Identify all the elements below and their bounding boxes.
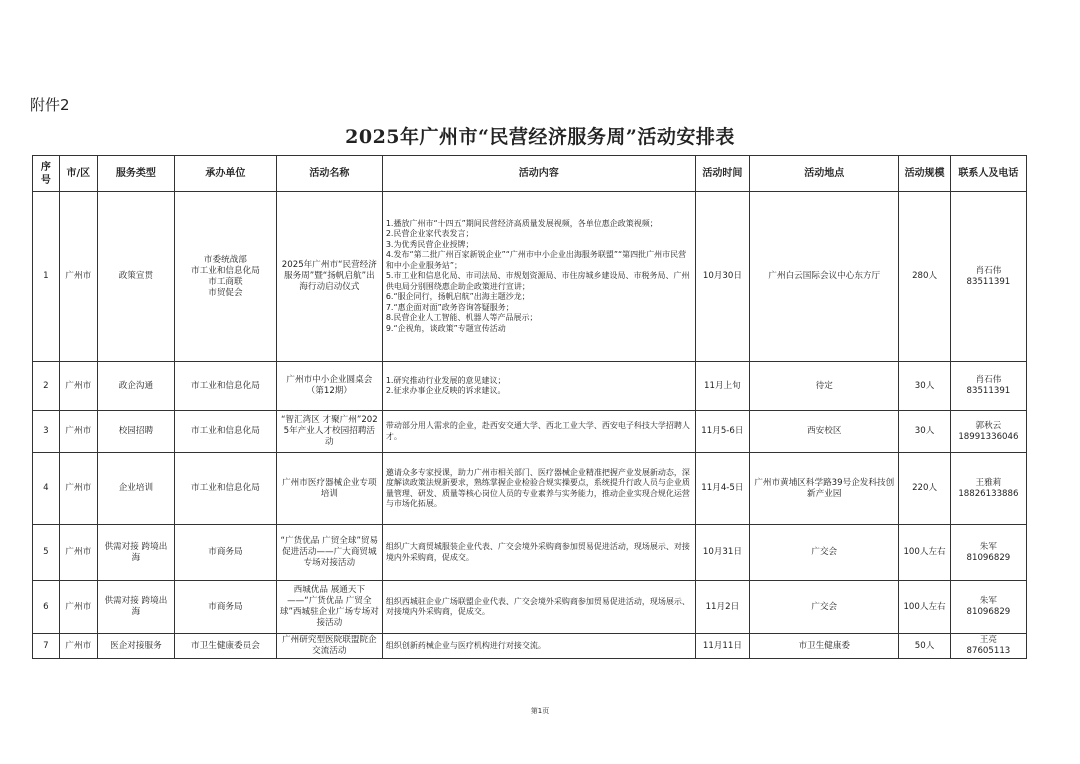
cell-district: 广州市 <box>59 453 97 525</box>
contact-line: 朱军 <box>979 541 997 552</box>
cell-no: 4 <box>33 453 60 525</box>
table-row <box>33 581 1027 634</box>
contact-line: 肖石伟 <box>975 265 1002 276</box>
cell-content <box>382 192 695 362</box>
content-line: 8.民营企业人工智能、机器人等产品展示； <box>385 313 538 323</box>
table-header-row <box>33 156 1027 192</box>
contact-line: 18991336046 <box>958 431 1019 442</box>
cell-activity-name: 西城优品 展通天下——“广货优品 广贸全球”西城驻企业广场专场对接活动 <box>276 581 382 634</box>
table-row <box>33 192 1027 362</box>
table-row <box>33 362 1027 411</box>
cell-scale: 30人 <box>899 411 950 453</box>
content-line: 4.发布“第二批广州百家新锐企业”“广州市中小企业出海服务联盟”“第四批广州市民营和中小企业服务站”； <box>385 250 687 270</box>
header-venue: 活动地点 <box>750 156 899 192</box>
cell-district: 广州市 <box>59 192 97 362</box>
cell-activity-name: 2025年广州市“民营经济服务周”暨“扬帆启航”出海行动启动仪式 <box>276 192 382 362</box>
contact-line: 83511391 <box>966 276 1011 287</box>
content-line: 1.播放广州市“十四五”期间民营经济高质量发展视频，各单位惠企政策视频； <box>385 218 658 228</box>
cell-contact <box>950 362 1026 411</box>
cell-service-type: 政策宣贯 <box>97 192 174 362</box>
cell-scale: 100人左右 <box>899 581 950 634</box>
content-line: 邀请众多专家授课，助力广州市相关部门、医疗器械企业精准把握产业发展新动态，深度解读政策法规新要求，熟练掌握企业检验合规实操要点，系统提升行政人员与企业质量管理、研发、质量等核心岗位人员的专业素养与实务能力，推动企业实现合规化运营与市场化拓展。 <box>385 467 690 508</box>
cell-venue: 广交会 <box>750 581 899 634</box>
cell-no: 5 <box>33 525 60 581</box>
cell-venue: 广交会 <box>750 525 899 581</box>
cell-no: 2 <box>33 362 60 411</box>
cell-venue: 西安校区 <box>750 411 899 453</box>
cell-content <box>382 453 695 525</box>
cell-scale: 50人 <box>899 634 950 659</box>
organizer-line: 市商务局 <box>208 601 243 612</box>
content-line: 带动部分用人需求的企业，赴西安交通大学、西北工业大学、西安电子科技大学招聘人才。 <box>385 421 690 441</box>
cell-contact <box>950 634 1026 659</box>
header-content: 活动内容 <box>382 156 695 192</box>
cell-service-type: 政企沟通 <box>97 362 174 411</box>
cell-organizer <box>174 411 276 453</box>
cell-organizer <box>174 525 276 581</box>
cell-scale: 280人 <box>899 192 950 362</box>
contact-line: 王雅莉 <box>975 477 1002 488</box>
content-line: 组织创新药械企业与医疗机构进行对接交流。 <box>385 640 546 650</box>
cell-venue: 待定 <box>750 362 899 411</box>
table-row <box>33 453 1027 525</box>
cell-scale: 30人 <box>899 362 950 411</box>
content-line: 5.市工业和信息化局、市司法局、市规划资源局、市住房城乡建设局、市税务局、广州供电局分别围绕惠企助企政策进行宣讲； <box>385 271 690 291</box>
cell-time: 11月5-6日 <box>695 411 750 453</box>
contact-line: 肖石伟 <box>975 375 1002 385</box>
cell-venue: 市卫生健康委 <box>750 634 899 659</box>
page-title: 2025年广州市“民营经济服务周”活动安排表 <box>345 126 735 148</box>
cell-scale: 220人 <box>899 453 950 525</box>
cell-contact <box>950 192 1026 362</box>
content-line: 组织西城驻企业广场联盟企业代表、广交会境外采购商参加贸易促进活动，现场展示、对接境内外采购商，促成交。 <box>385 596 690 616</box>
cell-contact <box>950 581 1026 634</box>
cell-district: 广州市 <box>59 634 97 659</box>
cell-district: 广州市 <box>59 362 97 411</box>
organizer-line: 市贸促会 <box>208 287 243 298</box>
contact-line: 81096829 <box>966 552 1011 563</box>
cell-no: 3 <box>33 411 60 453</box>
cell-service-type: 供需对接 跨境出海 <box>97 525 174 581</box>
header-service-type: 服务类型 <box>97 156 174 192</box>
cell-no: 6 <box>33 581 60 634</box>
table-row <box>33 634 1027 659</box>
cell-organizer <box>174 634 276 659</box>
cell-no: 1 <box>33 192 60 362</box>
organizer-line: 市工业和信息化局 <box>191 265 260 276</box>
header-activity-name: 活动名称 <box>276 156 382 192</box>
organizer-line: 市工业和信息化局 <box>191 426 260 436</box>
table-row <box>33 525 1027 581</box>
cell-time: 10月30日 <box>695 192 750 362</box>
content-line: 1.研究推动行业发展的意见建议； <box>385 375 506 385</box>
cell-time: 10月31日 <box>695 525 750 581</box>
cell-service-type: 医企对接服务 <box>97 634 174 659</box>
cell-content <box>382 411 695 453</box>
cell-organizer <box>174 192 276 362</box>
organizer-line: 市工业和信息化局 <box>191 483 260 493</box>
table-row <box>33 411 1027 453</box>
organizer-line: 市委统战部 <box>203 254 247 265</box>
cell-contact <box>950 525 1026 581</box>
content-line: 组织广大商贸城服装企业代表、广交会境外采购商参加贸易促进活动，现场展示、对接境内外采购商，促成交。 <box>385 542 690 562</box>
table-body <box>33 192 1027 659</box>
cell-time: 11月上旬 <box>695 362 750 411</box>
cell-activity-name: “智汇湾区 才聚广州”2025年产业人才校园招聘活动 <box>276 411 382 453</box>
header-organizer: 承办单位 <box>174 156 276 192</box>
cell-no: 7 <box>33 634 60 659</box>
cell-service-type: 企业培训 <box>97 453 174 525</box>
cell-content <box>382 525 695 581</box>
cell-service-type: 供需对接 跨境出海 <box>97 581 174 634</box>
header-scale: 活动规模 <box>899 156 950 192</box>
cell-scale: 100人左右 <box>899 525 950 581</box>
organizer-line: 市工业和信息化局 <box>191 380 260 391</box>
organizer-line: 市工商联 <box>208 276 243 287</box>
cell-district: 广州市 <box>59 525 97 581</box>
content-line: 9.“企视角，谈政策”专题宣传活动 <box>385 323 506 333</box>
cell-organizer <box>174 362 276 411</box>
contact-line: 87605113 <box>966 646 1011 656</box>
contact-line: 83511391 <box>966 386 1011 396</box>
content-line: 6.“服企同行，扬帆启航”出海主题沙龙； <box>385 292 530 302</box>
content-line: 7.“惠企面对面”政务咨询答疑服务； <box>385 302 514 312</box>
contact-line: 郭秋云 <box>975 420 1002 431</box>
cell-activity-name: “广货优品 广贸全球”贸易促进活动——广大商贸城专场对接活动 <box>276 525 382 581</box>
cell-venue: 广州市黄埔区科学路39号企发科技创新产业园 <box>750 453 899 525</box>
cell-district: 广州市 <box>59 581 97 634</box>
contact-line: 81096829 <box>966 607 1011 617</box>
contact-line: 朱军 <box>979 596 997 606</box>
cell-activity-name: 广州市中小企业圆桌会（第12期） <box>276 362 382 411</box>
page-number: 第1页 <box>530 707 550 715</box>
contact-line: 18826133886 <box>958 488 1019 499</box>
header-district: 市/区 <box>59 156 97 192</box>
cell-district: 广州市 <box>59 411 97 453</box>
cell-service-type: 校园招聘 <box>97 411 174 453</box>
cell-organizer <box>174 453 276 525</box>
cell-content <box>382 362 695 411</box>
cell-organizer <box>174 581 276 634</box>
content-line: 3.为优秀民营企业授牌； <box>385 239 474 249</box>
cell-time: 11月4-5日 <box>695 453 750 525</box>
cell-content <box>382 634 695 659</box>
cell-activity-name: 广州市医疗器械企业专项培训 <box>276 453 382 525</box>
cell-venue: 广州白云国际会议中心东方厅 <box>750 192 899 362</box>
organizer-line: 市商务局 <box>208 547 243 557</box>
header-no: 序号 <box>33 156 60 192</box>
cell-time: 11月2日 <box>695 581 750 634</box>
cell-contact <box>950 411 1026 453</box>
cell-activity-name: 广州研究型医院联盟院企交流活动 <box>276 634 382 659</box>
header-contact: 联系人及电话 <box>950 156 1026 192</box>
header-time: 活动时间 <box>695 156 750 192</box>
contact-line: 王亮 <box>979 635 997 645</box>
cell-contact <box>950 453 1026 525</box>
activity-table <box>32 155 1027 659</box>
cell-content <box>382 581 695 634</box>
content-line: 2.民营企业家代表发言； <box>385 229 474 239</box>
attachment-label: 附件2 <box>30 96 70 114</box>
cell-time: 11月11日 <box>695 634 750 659</box>
content-line: 2.征求办事企业反映的诉求建议。 <box>385 386 506 395</box>
organizer-line: 市卫生健康委员会 <box>191 640 260 651</box>
